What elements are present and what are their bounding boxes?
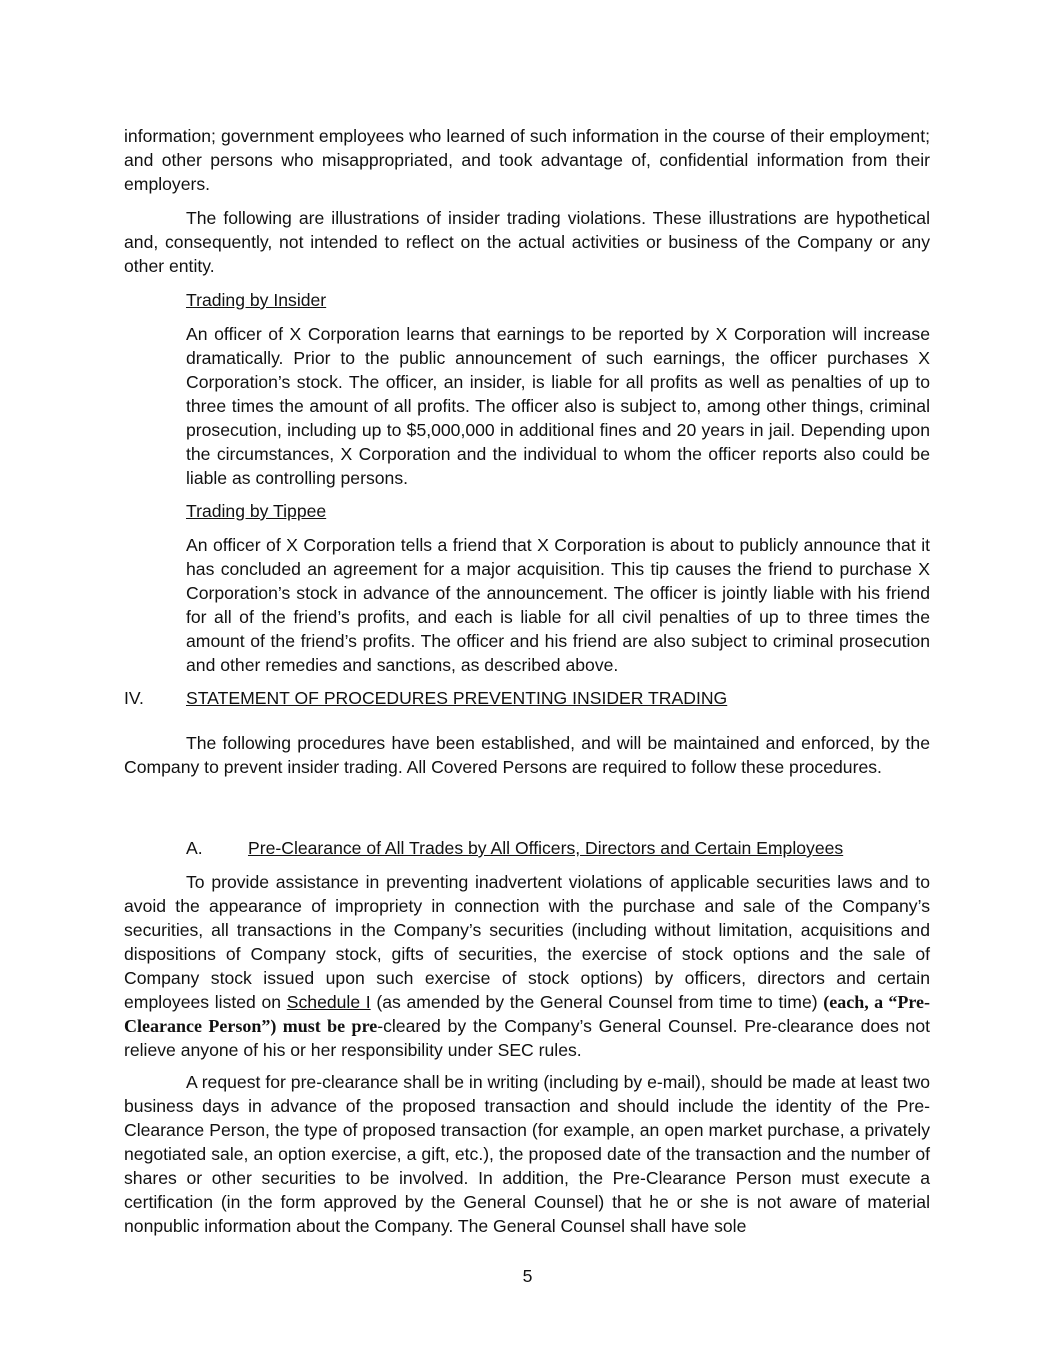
page-number: 5 [522,1266,533,1286]
section-a-paragraph-2: A request for pre-clearance shall be in writing (including by e-mail), should be made at least two business days in advance of the proposed transaction and should include the identity of the Pre-Clearance Person, the type of proposed transaction (for example, an open market purchase, a privately negotiated sale, an option exercise, a gift, etc.), the proposed date of the transaction and the number of shares or other securities to be involved. In addition, the Pre-Clearance Person must execute a certification (in the form approved by the General Counsel) that he or she is not aware of material nonpublic information about the Company. The General Counsel shall have sole [124,1072,930,1236]
section-a-heading [186,836,930,860]
section-iv-title: STATEMENT OF PROCEDURES PREVENTING INSIDER TRADING [186,688,728,708]
heading-trading-by-insider: Trading by Insider [186,290,327,310]
paragraph-trading-by-tippee: An officer of X Corporation tells a friend that X Corporation is about to publicly announce that it has concluded an agreement for a major acquisition. This tip causes the friend to purchase X Corporation’s stock in advance of the announcement. The officer is jointly liable with his friend for all of the friend’s profits, and each is liable for all civil penalties of up to three times the amount of the friend’s profits. The officer and his friend are also subject to criminal prosecution and other remedies and sanctions, as described above. [186,535,930,675]
section-a-letter: A. [186,838,203,858]
schedule-i-link: Schedule I [286,992,371,1012]
paragraph-continuation: information; government employees who learned of such information in the course of their employment; and other persons who misappropriated, and took advantage of, confidential information from their employers. [124,126,930,194]
paragraph-trading-by-insider: An officer of X Corporation learns that earnings to be reported by X Corporation will increase dramatically. Prior to the public announcement of such earnings, the officer purchases X Corporation’s stock. The officer, an insider, is liable for all profits as well as penalties of up to three times the amount of all profits. The officer also is subject to, among other things, criminal prosecution, including up to $5,000,000 in additional fines and 20 years in jail. Depending upon the circumstances, X Corporation and the individual to whom the officer reports also could be liable as controlling persons. [186,324,930,488]
pre-clearance-person-definition: (each, a “Pre-Clearance Person”) must be pre [124,992,930,1036]
heading-trading-by-tippee: Trading by Tippee [186,501,327,521]
section-a-paragraph-1 [124,870,930,1062]
section-a-p1-part1: To provide assistance in preventing inadvertent violations of applicable securities laws and to avoid the appearance of impropriety in connection with the purchase and sale of the Company’s securities, all transactions in the Company’s securities (including without limitation, acquisitions and dispositions of Company stock, gifts of securities, the exercise of stock options and the sale of Company stock issued upon such exercise of stock options) by officers, directors and certain employees listed on [124,872,930,1012]
section-iv-number: IV. [124,688,144,708]
paragraph-illustrations-intro: The following are illustrations of insider trading violations. These illustrations are hypothetical and, consequently, not intended to reflect on the actual activities or business of the Company or any other entity. [124,208,930,276]
section-a-p1-part2: (as amended by the General Counsel from time to time) [370,992,824,1012]
section-a-title: Pre-Clearance of All Trades by All Officers, Directors and Certain Employees [248,838,844,858]
section-iv-intro: The following procedures have been established, and will be maintained and enforced, by the Company to prevent insider trading. All Covered Persons are required to follow these procedures. [124,733,930,777]
section-iv-heading [124,686,930,710]
section-a-p1-part3: -cleared by the Company’s General Counsel. Pre-clearance does not relieve anyone of his or her responsibility under SEC rules. [124,1016,930,1060]
